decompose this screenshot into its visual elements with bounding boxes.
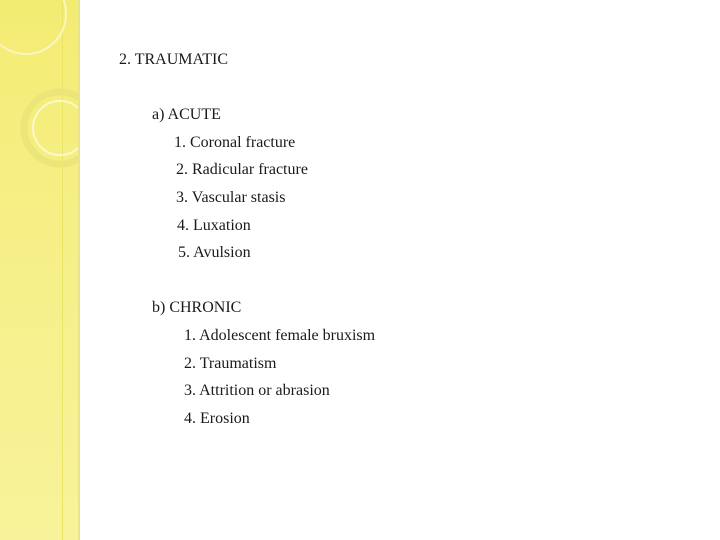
chronic-item: 3. Attrition or abrasion xyxy=(184,382,330,399)
chronic-item: 4. Erosion xyxy=(184,410,250,427)
acute-item: 1. Coronal fracture xyxy=(174,134,296,151)
acute-subheading: a) ACUTE xyxy=(152,106,221,123)
acute-item: 3. Vascular stasis xyxy=(176,189,286,206)
section-heading: 2. TRAUMATIC xyxy=(119,51,229,68)
acute-item: 4. Luxation xyxy=(177,217,251,234)
acute-item: 2. Radicular fracture xyxy=(176,161,308,178)
chronic-subheading: b) CHRONIC xyxy=(152,299,242,316)
chronic-item: 2. Traumatism xyxy=(184,355,277,372)
acute-item: 5. Avulsion xyxy=(178,244,251,261)
chronic-item: 1. Adolescent female bruxism xyxy=(184,327,376,344)
